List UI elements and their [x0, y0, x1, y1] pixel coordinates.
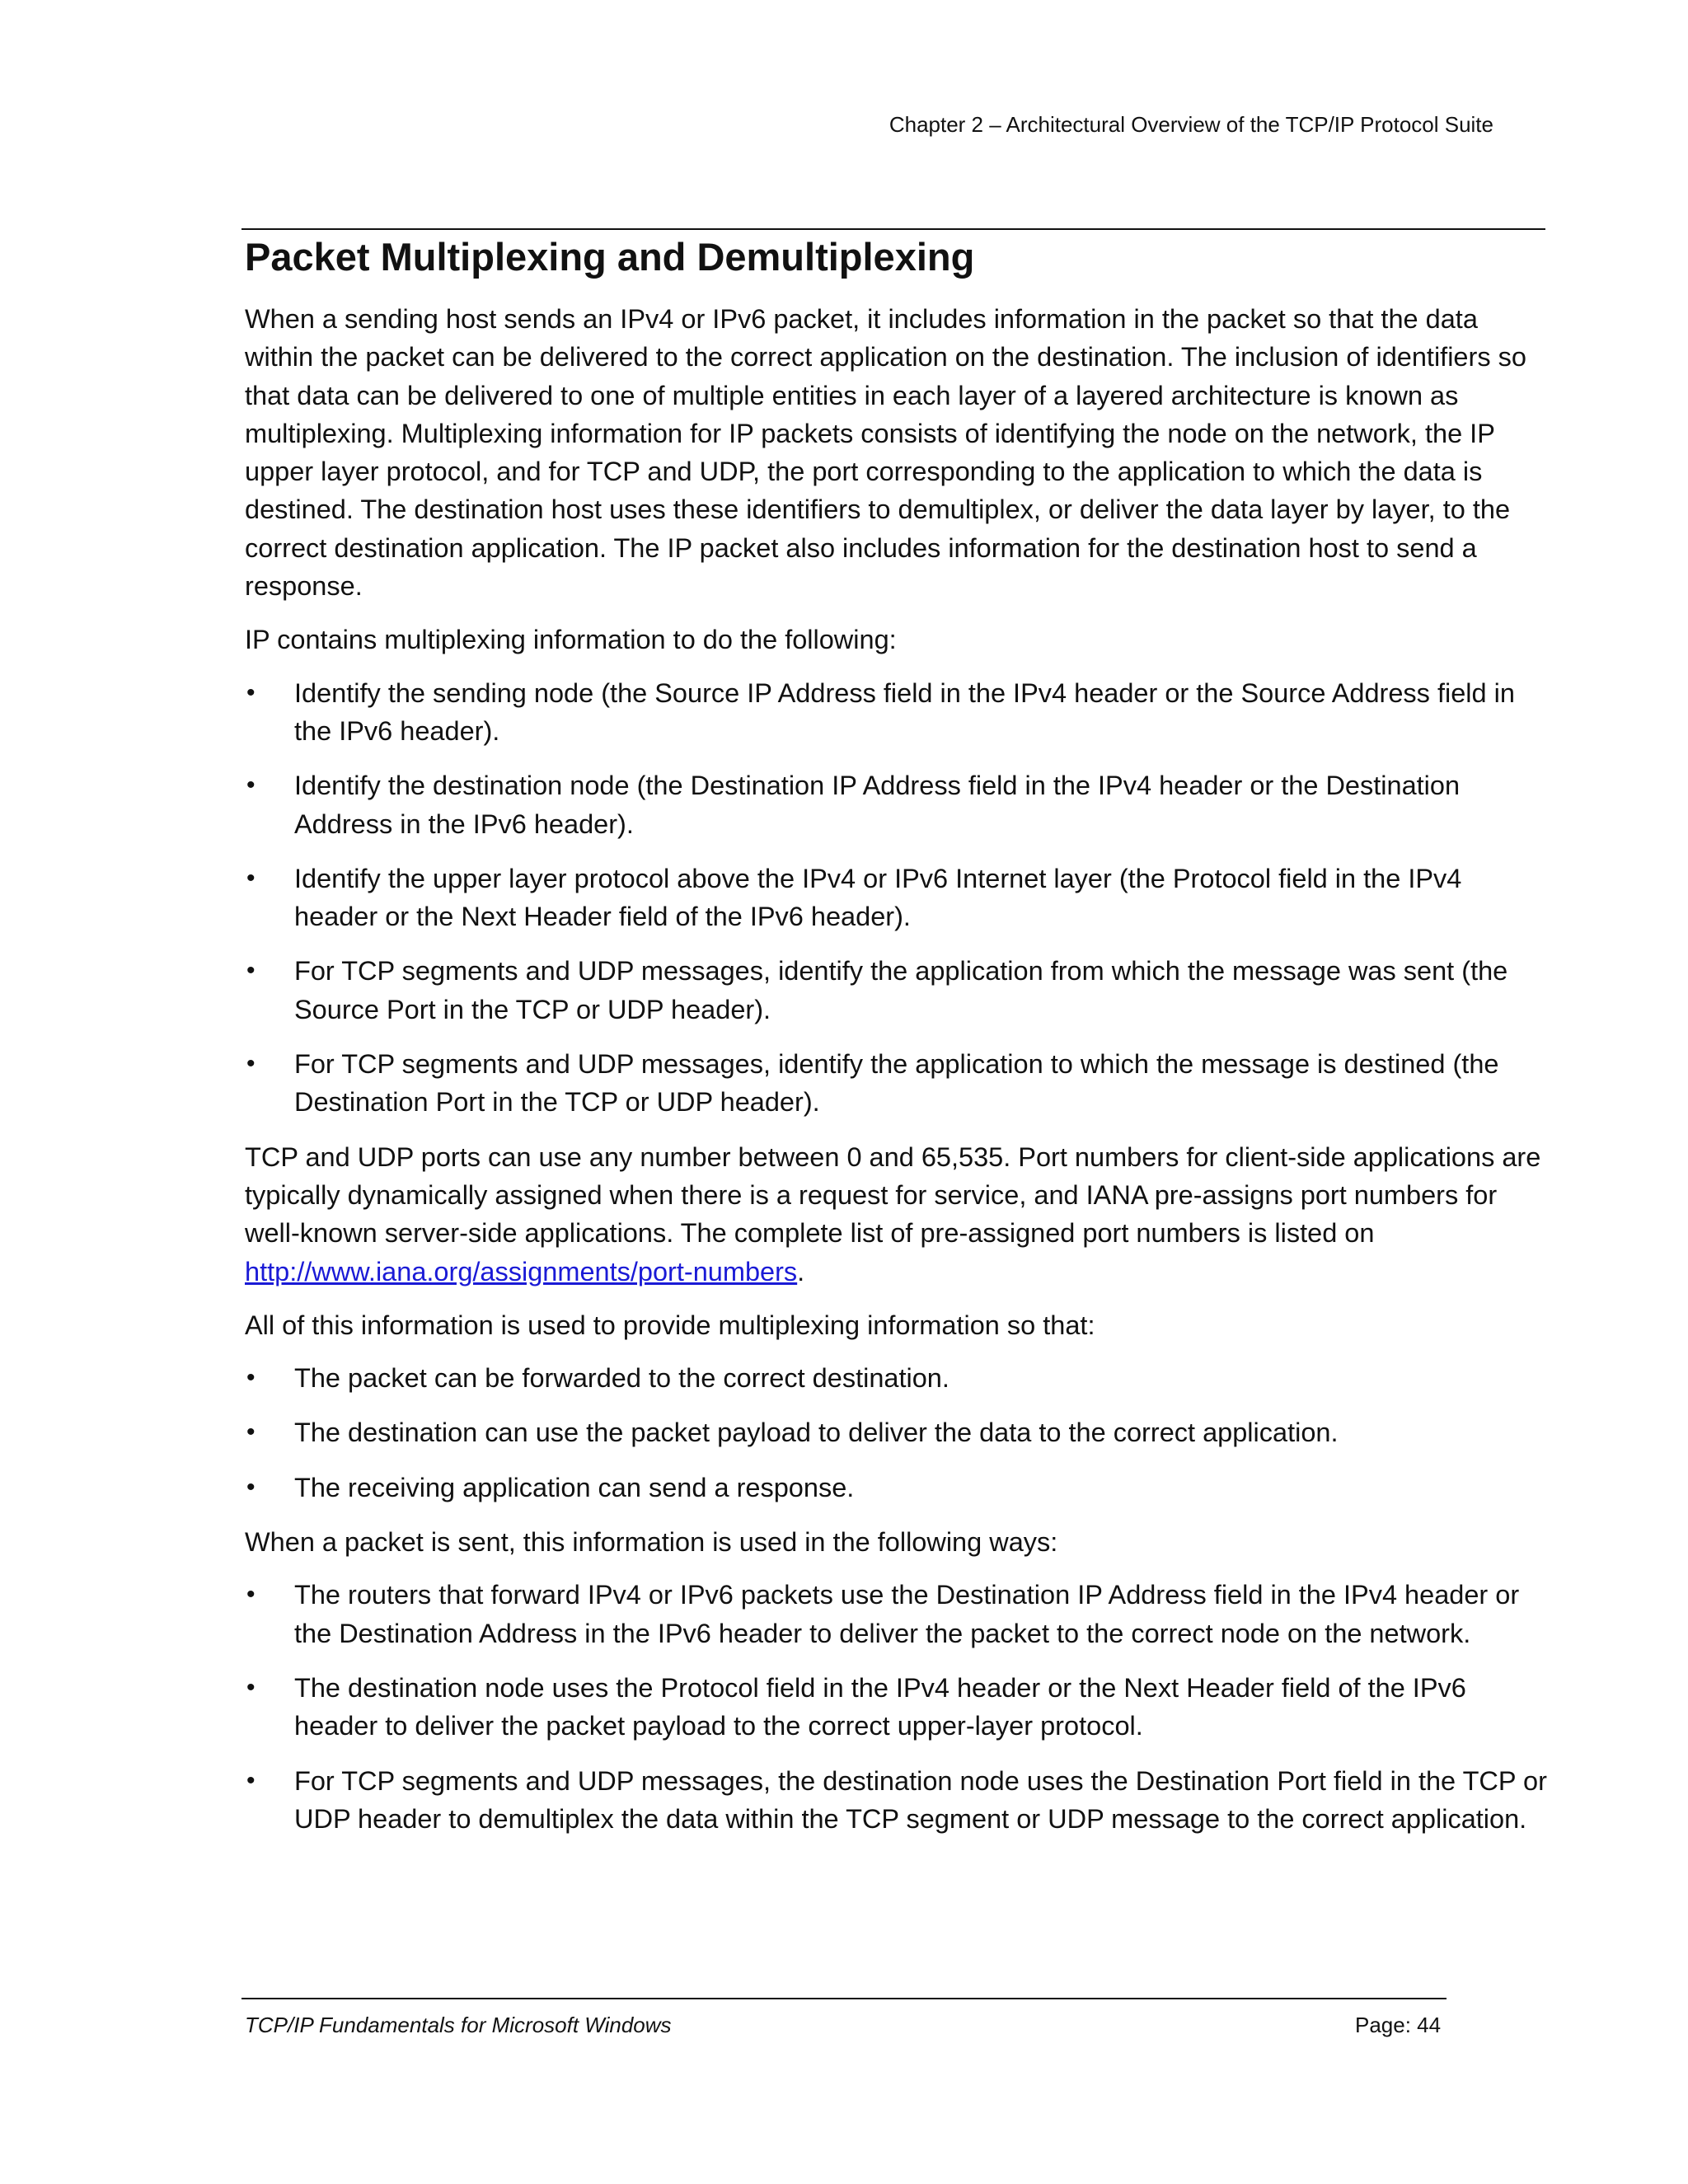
- list-item: [245, 952, 1547, 1029]
- list-item-text: Identify the destination node (the Destination IP Address field in the IPv4 header or the Destination Address in the IPv6 header).: [294, 771, 1461, 839]
- list-item-text: The receiving application can send a response.: [294, 1472, 855, 1502]
- list-item-text: The packet can be forwarded to the correct destination.: [294, 1363, 950, 1394]
- list-item: [245, 1045, 1547, 1122]
- bullet-icon: •: [246, 1050, 256, 1078]
- bullet-icon: •: [246, 1581, 256, 1609]
- multiplexing-info-list: [245, 674, 1547, 1122]
- bullet-icon: •: [246, 1766, 256, 1794]
- list-item: [245, 1762, 1547, 1839]
- bullet-icon: •: [246, 1673, 256, 1701]
- bullet-icon: •: [246, 1473, 256, 1501]
- bullet-icon: •: [246, 957, 256, 985]
- list-item: [245, 1413, 1547, 1451]
- list-item-text: The destination can use the packet payload to deliver the data to the correct application.: [294, 1418, 1339, 1448]
- list-item-text: The destination node uses the Protocol field in the IPv4 header or the Next Header field of the IPv6 header to deliver the packet payload to the correct upper-layer protocol.: [294, 1672, 1466, 1741]
- bullet-icon: •: [246, 1418, 256, 1446]
- list-item: [245, 1669, 1547, 1746]
- page-content: [245, 231, 1547, 1838]
- header-rule: [241, 228, 1545, 230]
- ports-paragraph-text: TCP and UDP ports can use any number between 0 and 65,535. Port numbers for client-side applications are typically dynamically assigned when there is a request for service, and IANA pre-assigns port numbers for well-known server-side applications. The complete list of pre-assigned port numbers is listed on: [245, 1141, 1541, 1249]
- list-item: [245, 766, 1547, 843]
- list2-lead: All of this information is used to provide multiplexing information so that:: [245, 1310, 1095, 1340]
- iana-port-numbers-link[interactable]: http://www.iana.org/assignments/port-numbers: [245, 1256, 798, 1286]
- ports-paragraph-end: .: [797, 1256, 805, 1286]
- list-item-text: Identify the upper layer protocol above the IPv4 or IPv6 Internet layer (the Protocol field in the IPv4 header or the Next Header field of the IPv6 header).: [294, 863, 1462, 932]
- ports-paragraph: [245, 1138, 1547, 1291]
- footer-page-number: Page: 44: [1355, 2013, 1442, 2037]
- list-item-text: For TCP segments and UDP messages, identify the application to which the message is destined (the Destination Port in the TCP or UDP header).: [294, 1049, 1499, 1118]
- list-item: [245, 1469, 1547, 1507]
- multiplexing-purpose-list: [245, 1359, 1547, 1507]
- list3-lead: When a packet is sent, this information is used in the following ways:: [245, 1527, 1058, 1558]
- footer-book-title: TCP/IP Fundamentals for Microsoft Windows: [245, 2013, 672, 2037]
- bullet-icon: •: [246, 1364, 256, 1392]
- footer-rule: [241, 1998, 1447, 1999]
- list-item: [245, 674, 1547, 751]
- list-item-text: For TCP segments and UDP messages, the destination node uses the Destination Port field in the TCP or UDP header to demultiplex the data within the TCP segment or UDP message to the correct application.: [294, 1765, 1547, 1834]
- list-item-text: For TCP segments and UDP messages, identify the application from which the message was sent (the Source Port in the TCP or UDP header).: [294, 956, 1508, 1024]
- list-item: [245, 1359, 1547, 1397]
- list-item: [245, 1576, 1547, 1652]
- bullet-icon: •: [246, 678, 256, 706]
- bullet-icon: •: [246, 864, 256, 892]
- list-item-text: Identify the sending node (the Source IP Address field in the IPv4 header or the Source Address field in the IPv6 header).: [294, 677, 1515, 746]
- intro-paragraph: When a sending host sends an IPv4 or IPv6 packet, it includes information in the packet so that the data within the packet can be delivered to the correct application on the destination. The inclusion of identifiers so that data can be delivered to one of multiple entities in each layer of a layered architecture is known as multiplexing. Multiplexing information for IP packets consists of identifying the node on the network, the IP upper layer protocol, and for TCP and UDP, the port corresponding to the application to which the data is destined. The destination host uses these identifiers to demultiplex, or deliver the data layer by layer, to the correct destination application. The IP packet also includes information for the destination host to send a response.: [245, 304, 1526, 602]
- bullet-icon: •: [246, 771, 256, 799]
- list-item: [245, 860, 1547, 936]
- list1-lead: IP contains multiplexing information to do the following:: [245, 625, 897, 655]
- section-title: Packet Multiplexing and Demultiplexing: [245, 235, 975, 279]
- running-header: Chapter 2 – Architectural Overview of the TCP/IP Protocol Suite: [889, 112, 1493, 137]
- packet-send-usage-list: [245, 1576, 1547, 1838]
- list-item-text: The routers that forward IPv4 or IPv6 packets use the Destination IP Address field in the IPv4 header or the Destination Address in the IPv6 header to deliver the packet to the correct node on the network.: [294, 1580, 1520, 1648]
